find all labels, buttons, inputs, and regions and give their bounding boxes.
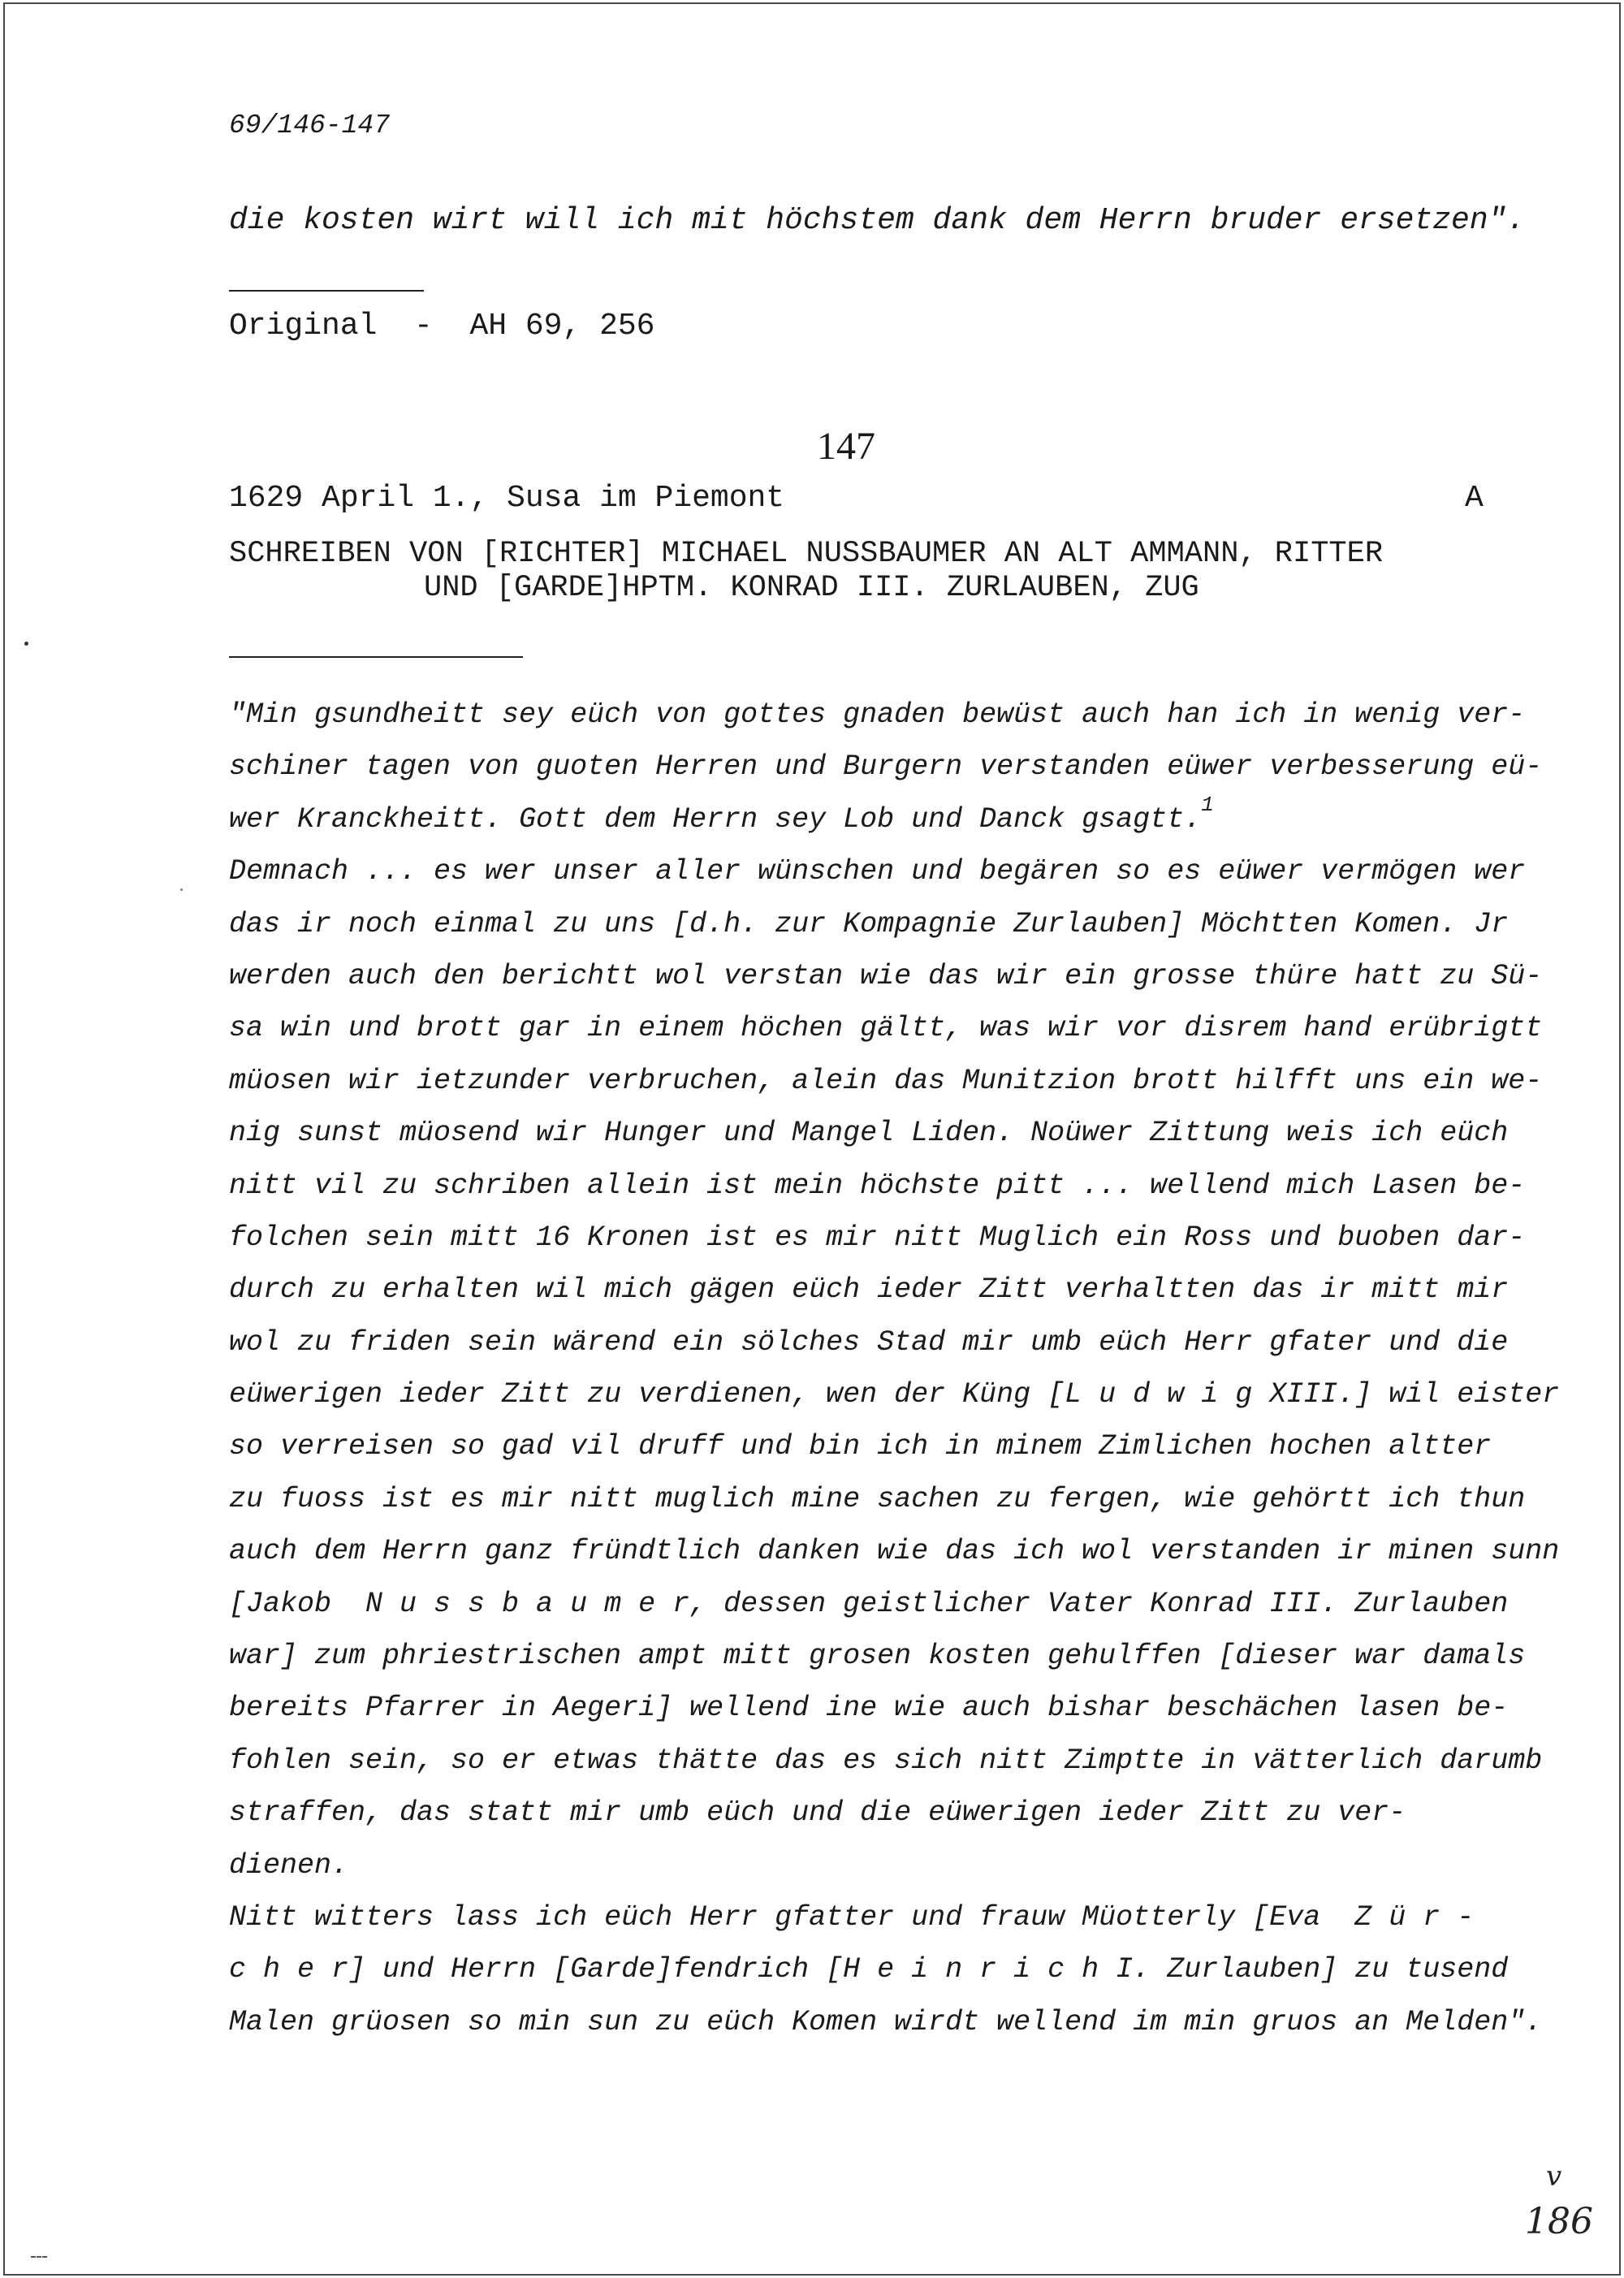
body-line: "Min gsundheitt sey eüch von gottes gnaden bewüst auch han ich in wenig ver- — [229, 698, 1526, 731]
body-line: folchen sein mitt 16 Kronen ist es mir nitt Muglich ein Ross und buoben dar- — [229, 1221, 1526, 1254]
body-line: Nitt witters lass ich eüch Herr gfatter und frauw Müotterly [Eva Z ü r - — [229, 1900, 1475, 1934]
body-line: auch dem Herrn ganz fründtlich danken wie das ich wol verstanden ir minen sunn — [229, 1535, 1560, 1568]
body-line: Demnach ... es wer unser aller wünschen und begären so es eüwer vermögen wer — [229, 855, 1526, 888]
heading-separator-rule — [229, 656, 523, 658]
body-line: so verreisen so gad vil druff und bin ich in minem Zimlichen hochen altter — [229, 1430, 1492, 1463]
body-line-text: wer Kranckheitt. Gott dem Herrn sey Lob und Danck gsagtt. — [229, 802, 1202, 836]
handwritten-sheet-number: 186 — [1525, 2201, 1593, 2242]
body-line — [229, 793, 1559, 845]
scan-edge-mark — [31, 2256, 47, 2258]
body-line: zu fuoss ist es mir nitt muglich mine sachen zu fergen, wie gehörtt ich thun — [229, 1482, 1526, 1515]
document-date-place: 1629 April 1., Susa im Piemont — [229, 481, 785, 516]
document-heading-line-1: SCHREIBEN VON [RICHTER] MICHAEL NUSSBAUMER AN ALT AMMANN, RITTER — [229, 537, 1384, 571]
letter-body — [229, 689, 1559, 2048]
body-line: werden auch den berichtt wol verstan wie das wir ein grosse thüre hatt zu Sü- — [229, 959, 1543, 992]
handwritten-check-mark: v — [1546, 2160, 1562, 2193]
body-line: eüwerigen ieder Zitt zu verdienen, wen der Küng [L u d w i g XIII.] wil eister — [229, 1378, 1560, 1411]
footnote-marker: 1 — [1201, 792, 1214, 817]
body-line: c h e r] und Herrn [Garde]fendrich [H e i n r i c h I. Zurlauben] zu tusend — [229, 1953, 1509, 1986]
body-line: fohlen sein, so er etwas thätte das es sich nitt Zimptte in vätterlich darumb — [229, 1744, 1543, 1777]
body-line: Malen grüosen so min sun zu eüch Komen wirdt wellend im min gruos an Melden". — [229, 2005, 1543, 2038]
body-line: nitt vil zu schriben allein ist mein höchste pitt ... wellend mich Lasen be- — [229, 1169, 1526, 1202]
body-line: straffen, das statt mir umb eüch und die eüwerigen ieder Zitt zu ver- — [229, 1796, 1406, 1830]
body-line: war] zum phriestrischen ampt mitt grosen kosten gehulffen [dieser war damals — [229, 1640, 1526, 1673]
body-line: durch zu erhalten wil mich gägen eüch ieder Zitt verhaltten das ir mitt mir — [229, 1273, 1509, 1307]
body-line: wol zu friden sein wärend ein sölches Stad mir umb eüch Herr gfater und die — [229, 1325, 1509, 1359]
document-heading-line-2: UND [GARDE]HPTM. KONRAD III. ZURLAUBEN, ZUG — [424, 571, 1199, 605]
body-line: müosen wir ietzunder verbruchen, alein das Munitzion brott hilfft uns ein we- — [229, 1064, 1543, 1097]
body-line: bereits Pfarrer in Aegeri] wellend ine wie auch bishar beschächen lasen be- — [229, 1692, 1509, 1725]
body-line: dienen. — [229, 1848, 349, 1882]
scan-speck — [180, 888, 183, 891]
scan-speck — [24, 642, 28, 646]
archive-reference: 69/146-147 — [229, 110, 391, 140]
body-line: sa win und brott gar in einem höchen gältt, was wir vor disrem hand erübrigtt — [229, 1012, 1543, 1045]
body-line: das ir noch einmal zu uns [d.h. zur Kompagnie Zurlauben] Möchtten Komen. Jr — [229, 907, 1509, 940]
body-line: schiner tagen von guoten Herren und Burgern verstanden eüwer verbesserung eü- — [229, 750, 1543, 784]
separator-rule — [229, 290, 424, 292]
body-line: [Jakob N u s s b a u m e r, dessen geistlicher Vater Konrad III. Zurlauben — [229, 1587, 1509, 1620]
body-line: nig sunst müosend wir Hunger und Mangel Liden. Noüwer Zittung weis ich eüch — [229, 1117, 1509, 1150]
document-category-letter: A — [1465, 481, 1484, 516]
document-number: 147 — [817, 425, 875, 468]
previous-document-closing-line: die kosten wirt will ich mit höchstem dank dem Herrn bruder ersetzen". — [229, 203, 1526, 238]
original-source-note: Original - AH 69, 256 — [229, 309, 655, 344]
